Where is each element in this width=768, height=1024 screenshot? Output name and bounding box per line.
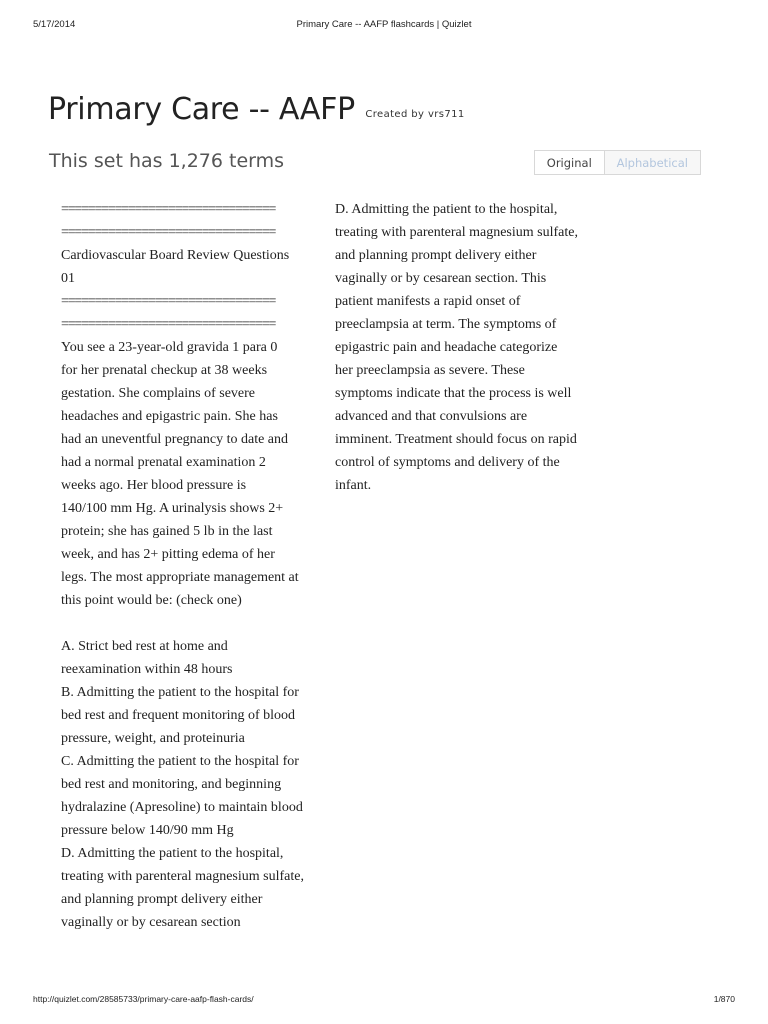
- term-text-line: 140/100 mm Hg. A urinalysis shows 2+: [61, 501, 284, 516]
- definition-text-line: patient manifests a rapid onset of: [335, 294, 521, 309]
- definition-text-line: her preeclampsia as severe. These: [335, 363, 525, 378]
- term-text-line: 01: [61, 271, 75, 286]
- definition-text-line: infant.: [335, 478, 372, 493]
- definition-text-line: treating with parenteral magnesium sulfate,: [335, 225, 578, 240]
- print-date: 5/17/2014: [33, 19, 76, 30]
- term-text-line: Cardiovascular Board Review Questions: [61, 248, 290, 263]
- separator-line: ================================: [61, 317, 276, 332]
- sort-original-button[interactable]: Original: [535, 151, 605, 174]
- term-text-line: this point would be: (check one): [61, 593, 242, 608]
- term-text-line: legs. The most appropriate management at: [61, 570, 299, 585]
- definition-text-line: vaginally or by cesarean section. This: [335, 271, 547, 286]
- term-text-line: weeks ago. Her blood pressure is: [61, 478, 247, 493]
- print-header: [0, 19, 768, 33]
- term-text-line: protein; she has gained 5 lb in the last: [61, 524, 273, 539]
- created-by-link[interactable]: Created by vrs711: [365, 109, 465, 120]
- sort-alphabetical-button[interactable]: Alphabetical: [605, 151, 700, 174]
- set-title-row: [48, 92, 465, 127]
- term-text-line: had a normal prenatal examination 2: [61, 455, 266, 470]
- term-text-line: reexamination within 48 hours: [61, 662, 233, 677]
- term-text-line: headaches and epigastric pain. She has: [61, 409, 278, 424]
- term-text-line: for her prenatal checkup at 38 weeks: [61, 363, 268, 378]
- definition-text-line: epigastric pain and headache categorize: [335, 340, 558, 355]
- separator-line: ================================: [61, 202, 276, 217]
- card-definition: [335, 198, 593, 497]
- definition-text-line: symptoms indicate that the process is well: [335, 386, 572, 401]
- term-text-line: gestation. She complains of severe: [61, 386, 256, 401]
- term-text-line: B. Admitting the patient to the hospital for: [61, 685, 299, 700]
- term-text-line: D. Admitting the patient to the hospital,: [61, 846, 284, 861]
- print-page-number: 1/870: [713, 994, 735, 1004]
- separator-line: ================================: [61, 225, 276, 240]
- sort-toggle: [534, 150, 701, 175]
- definition-text-line: imminent. Treatment should focus on rapid: [335, 432, 577, 447]
- term-text-line: pressure, weight, and proteinuria: [61, 731, 245, 746]
- card-term: [61, 198, 319, 934]
- definition-text-line: and planning prompt delivery either: [335, 248, 537, 263]
- term-text-line: pressure below 140/90 mm Hg: [61, 823, 234, 838]
- term-text-line: week, and has 2+ pitting edema of her: [61, 547, 275, 562]
- term-text-line: A. Strict bed rest at home and: [61, 639, 228, 654]
- term-text-line: bed rest and frequent monitoring of blood: [61, 708, 296, 723]
- term-text-line: had an uneventful pregnancy to date and: [61, 432, 289, 447]
- print-page-title: Primary Care -- AAFP flashcards | Quizlet: [296, 19, 472, 30]
- term-text-line: hydralazine (Apresoline) to maintain blood: [61, 800, 303, 815]
- term-text-line: vaginally or by cesarean section: [61, 915, 241, 930]
- term-text-line: C. Admitting the patient to the hospital for: [61, 754, 299, 769]
- term-text-line: and planning prompt delivery either: [61, 892, 263, 907]
- blank-line: [61, 612, 319, 635]
- print-footer: [0, 994, 768, 1006]
- set-title: Primary Care -- AAFP: [48, 92, 355, 127]
- definition-text-line: D. Admitting the patient to the hospital,: [335, 202, 558, 217]
- term-text-line: You see a 23-year-old gravida 1 para 0: [61, 340, 278, 355]
- definition-text-line: control of symptoms and delivery of the: [335, 455, 560, 470]
- term-count: This set has 1,276 terms: [49, 150, 285, 172]
- separator-line: ================================: [61, 294, 276, 309]
- definition-text-line: preeclampsia at term. The symptoms of: [335, 317, 557, 332]
- print-url: http://quizlet.com/28585733/primary-care-aafp-flash-cards/: [33, 994, 254, 1004]
- term-text-line: treating with parenteral magnesium sulfate,: [61, 869, 304, 884]
- definition-text-line: advanced and that convulsions are: [335, 409, 528, 424]
- term-text-line: bed rest and monitoring, and beginning: [61, 777, 282, 792]
